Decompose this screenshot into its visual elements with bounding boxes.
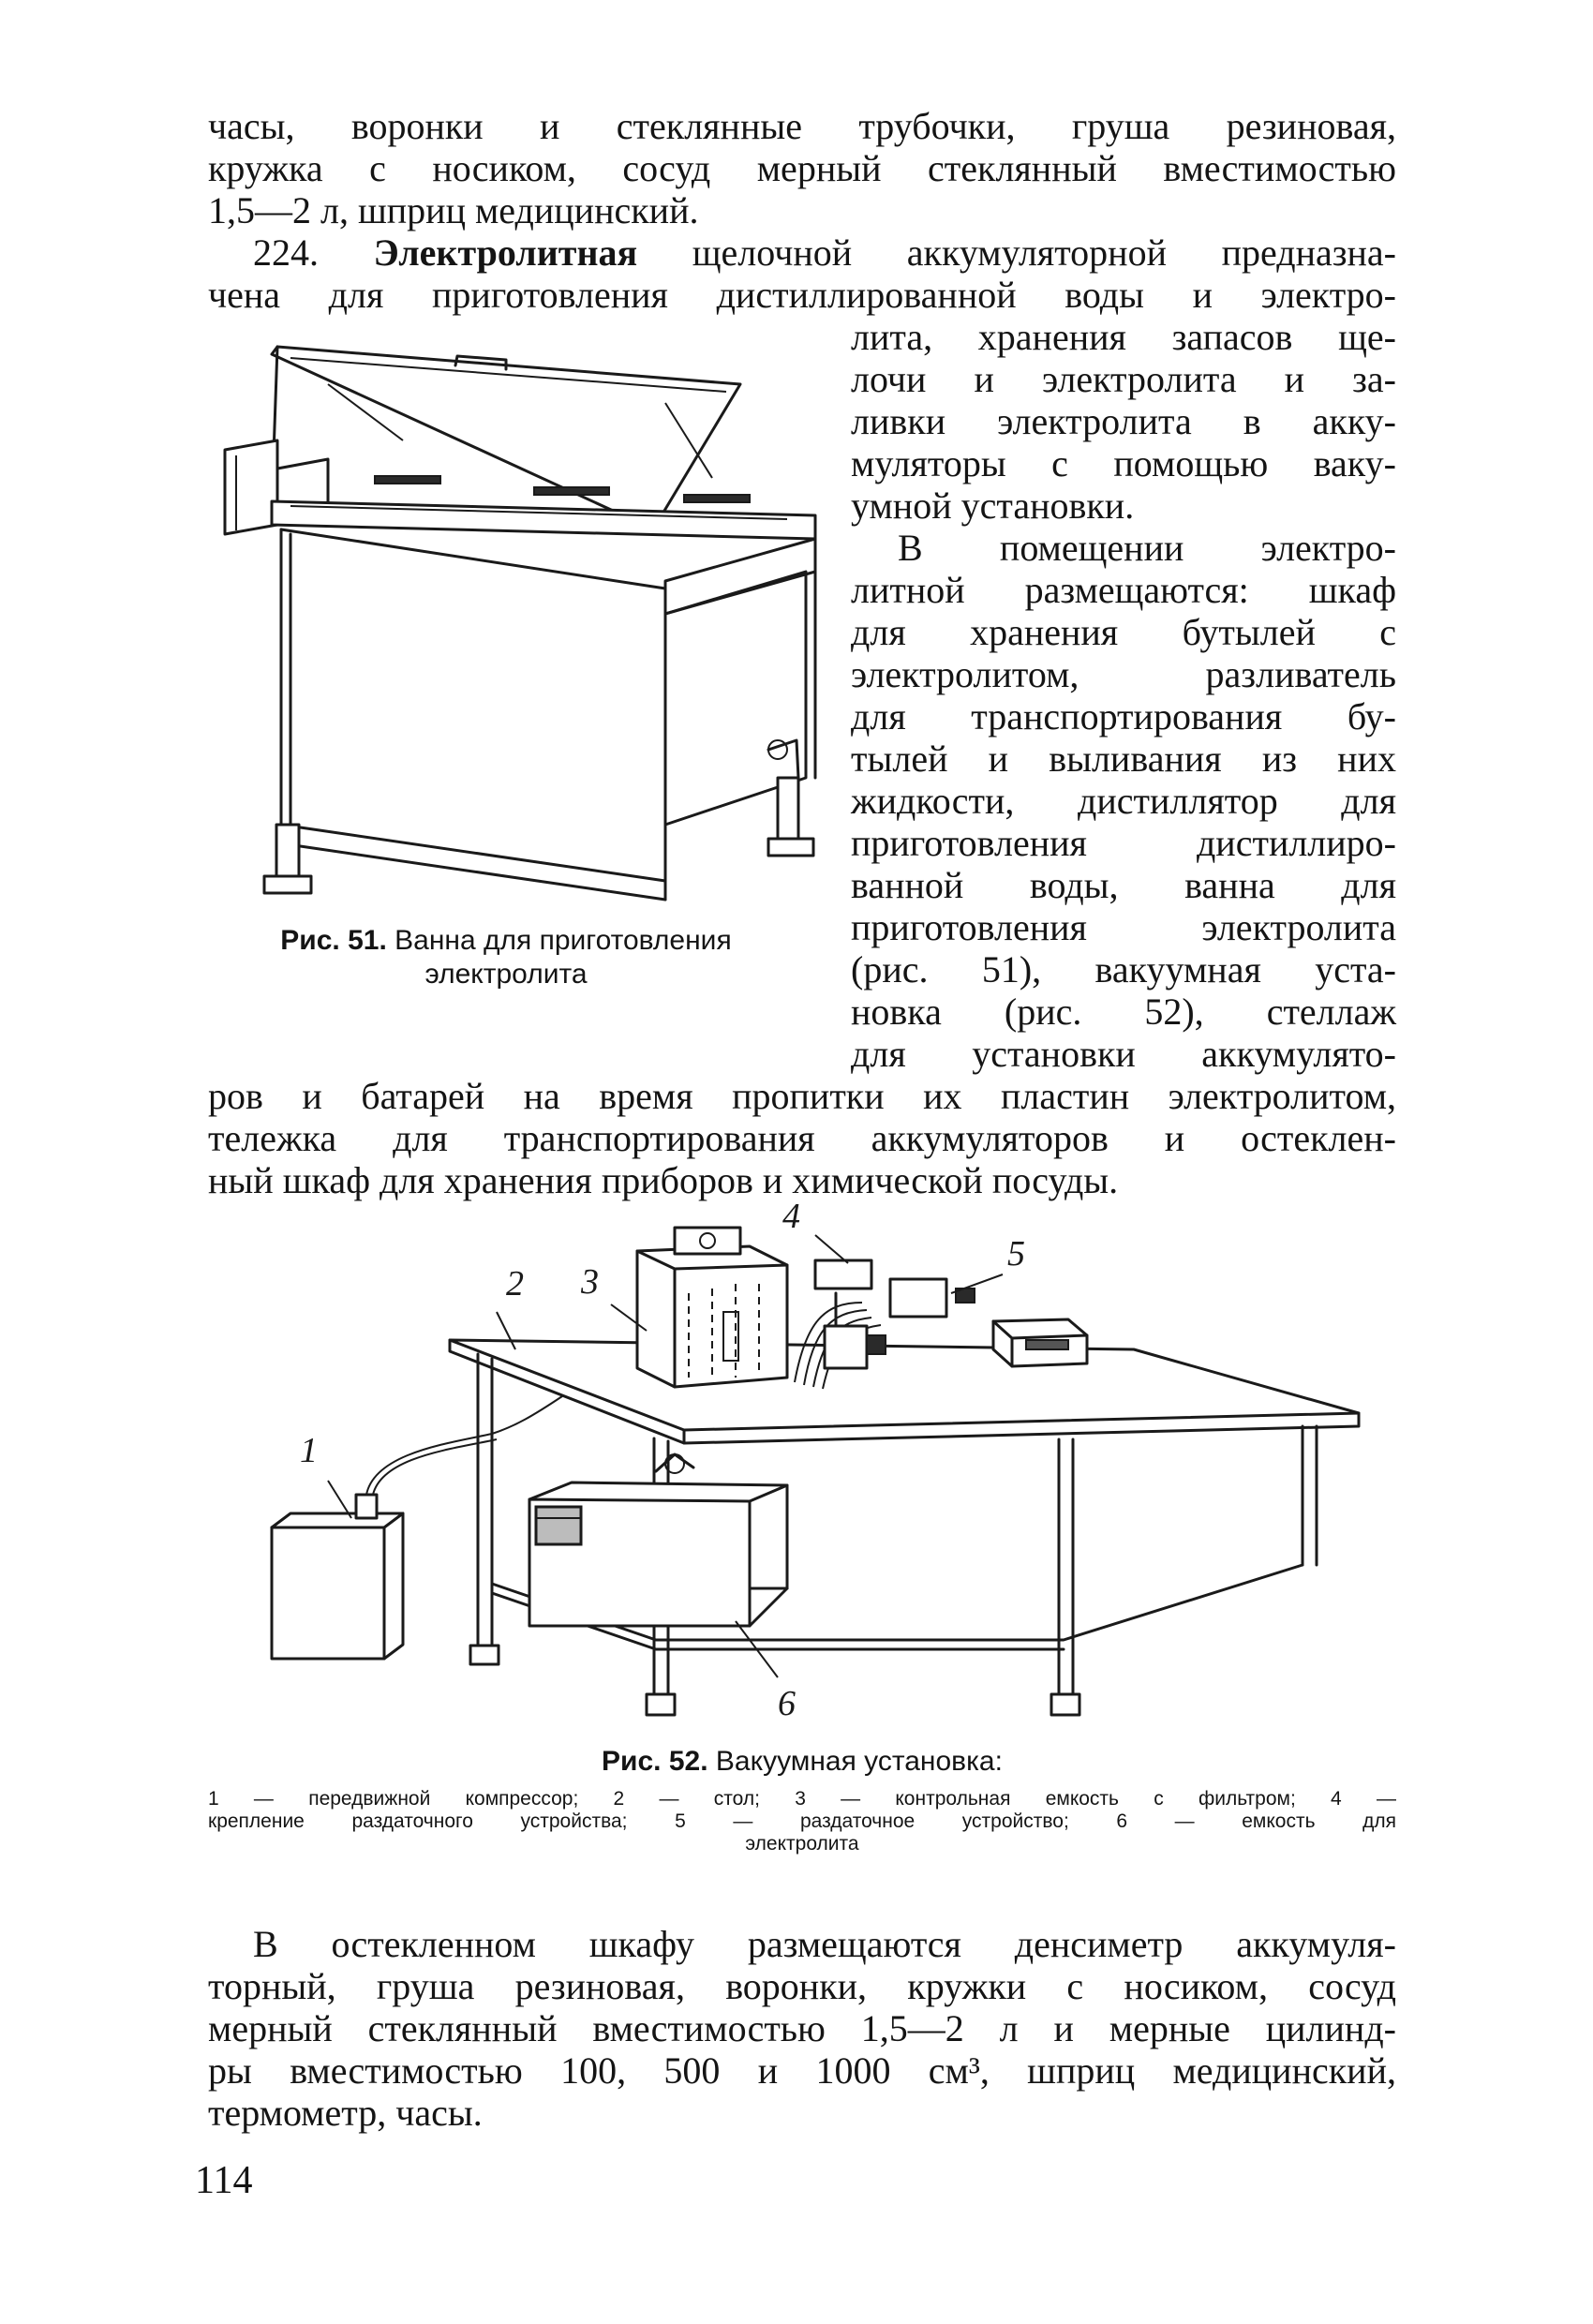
- wrap-line-1: лита, хранения запасов ще-: [851, 316, 1396, 358]
- premises-full-line-1: ров и батарей на время пропитки их пластин электролитом,: [208, 1075, 1396, 1117]
- figure-52-legend-line-3: электролита: [745, 1833, 859, 1855]
- premises-full-line-3: ный шкаф для хранения приборов и химической посуды.: [208, 1159, 1119, 1201]
- bottom-line-3: мерный стеклянный вместимостью 1,5—2 л и мерные цилинд-: [208, 2007, 1396, 2049]
- figure-52-legend-line-2: крепление раздаточного устройства; 5 — раздаточное устройство; 6 — емкость для: [208, 1810, 1396, 1832]
- callout-1: 1: [300, 1431, 318, 1470]
- wrap-line-2: лочи и электролита и за-: [851, 358, 1396, 400]
- figure-52-caption-text: Вакуумная установка:: [715, 1746, 1003, 1777]
- premises-line-2: литной размещаются: шкаф: [851, 569, 1396, 611]
- top-line-3: 1,5—2 л, шприц медицинский.: [208, 189, 699, 231]
- top-line-1: часы, воронки и стеклянные трубочки, груша резиновая,: [208, 105, 1396, 147]
- page-number: 114: [195, 2159, 253, 2202]
- premises-line-1: В помещении электро-: [898, 527, 1396, 569]
- section-term: Электролитная: [373, 231, 638, 274]
- premises-line-8: приготовления дистиллиро-: [851, 822, 1396, 864]
- callout-2: 2: [506, 1264, 524, 1304]
- premises-line-6: тылей и выливания из них: [851, 737, 1396, 780]
- bottom-line-2: торный, груша резиновая, воронки, кружки с носиком, сосуд: [208, 1965, 1396, 2007]
- premises-line-10: приготовления электролита: [851, 906, 1396, 948]
- premises-full-line-2: тележка для транспортирования аккумуляторов и остеклен-: [208, 1117, 1396, 1159]
- top-line-2: кружка с носиком, сосуд мерный стеклянный вместимостью: [208, 147, 1396, 189]
- figure-52-caption: [208, 1745, 1396, 1779]
- callout-3: 3: [581, 1262, 599, 1302]
- section-224-line-2: чена для приготовления дистиллированной воды и электро-: [208, 274, 1396, 316]
- figure-51-bath-drawing: [216, 337, 825, 900]
- figure-52-vacuum-installation-drawing: [262, 1197, 1349, 1734]
- wrap-line-5: умной установки.: [851, 484, 1135, 527]
- bottom-line-4: ры вместимостью 100, 500 и 1000 см³, шприц медицинский,: [208, 2049, 1396, 2092]
- premises-line-11: (рис. 51), вакуумная уста-: [851, 948, 1396, 991]
- callout-6: 6: [778, 1684, 796, 1723]
- premises-line-5: для транспортирования бу-: [851, 695, 1396, 737]
- figure-51-label: Рис. 51.: [280, 925, 387, 956]
- wrap-line-4: муляторы с помощью ваку-: [851, 442, 1396, 484]
- section-224-line-1: [253, 231, 1396, 274]
- premises-line-9: ванной воды, ванна для: [851, 864, 1396, 906]
- figure-51-caption-line-2: электролита: [424, 959, 588, 990]
- premises-line-3: для хранения бутылей с: [851, 611, 1396, 653]
- wrap-line-3: ливки электролита в акку-: [851, 400, 1396, 442]
- figure-52-label: Рис. 52.: [602, 1746, 708, 1777]
- figure-52-legend-line-1: 1 — передвижной компрессор; 2 — стол; 3 — контрольная емкость с фильтром; 4 —: [208, 1788, 1396, 1810]
- callout-4: 4: [782, 1197, 800, 1236]
- bottom-line-5: термометр, часы.: [208, 2092, 483, 2134]
- premises-line-13: для установки аккумулято-: [851, 1033, 1396, 1075]
- premises-line-12: новка (рис. 52), стеллаж: [851, 991, 1396, 1033]
- section-number: 224.: [253, 231, 319, 274]
- section-line-rest: щелочной аккумуляторной предназна-: [692, 231, 1397, 274]
- figure-51-caption-line-1: Ванна для приготовления: [395, 925, 732, 956]
- premises-line-7: жидкости, дистиллятор для: [851, 780, 1396, 822]
- premises-line-4: электролитом, разливатель: [851, 653, 1396, 695]
- callout-5: 5: [1007, 1234, 1025, 1274]
- bottom-line-1: В остекленном шкафу размещаются денсиметр аккумуля-: [253, 1923, 1396, 1965]
- figure-51-caption: [216, 924, 796, 991]
